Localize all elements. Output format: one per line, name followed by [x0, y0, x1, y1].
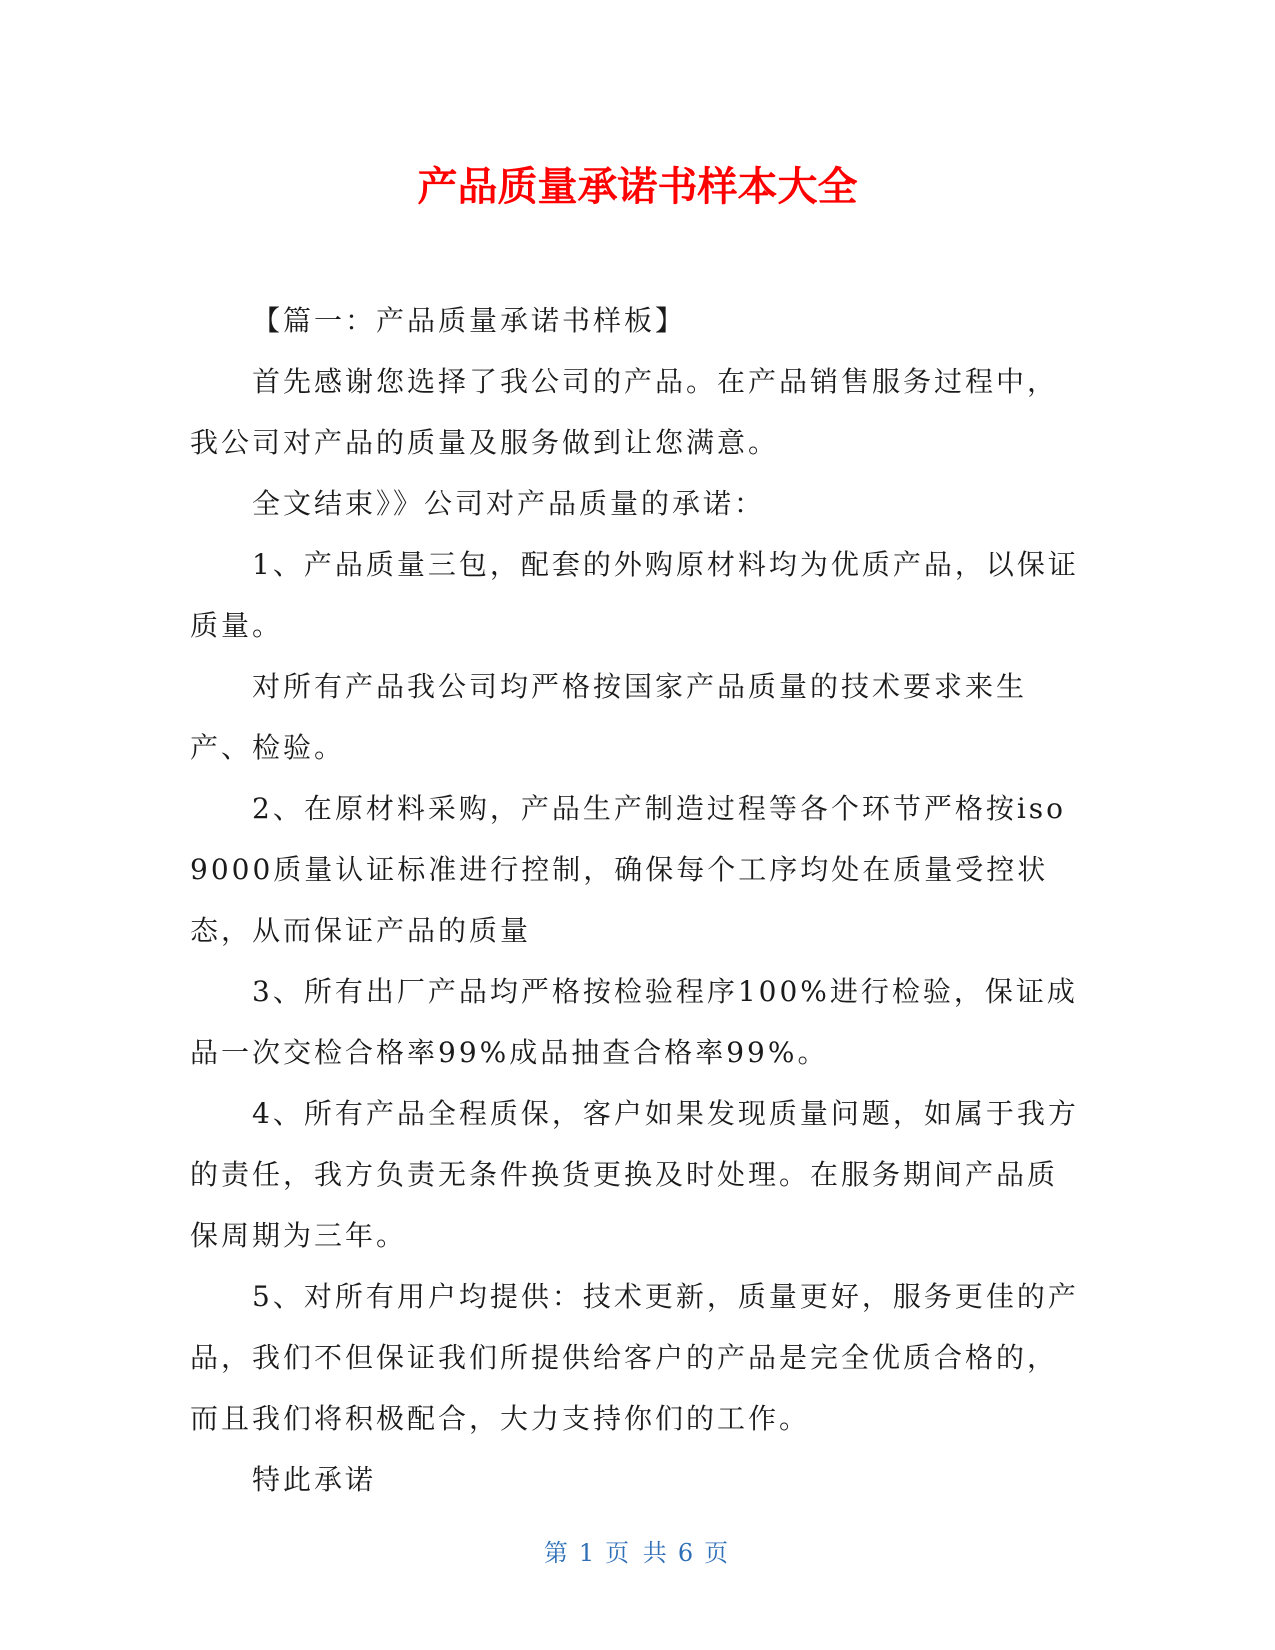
footer-suffix: 页 [704, 1539, 732, 1567]
section-heading: 【篇一：产品质量承诺书样板】 [252, 304, 687, 337]
document-title: 产品质量承诺书样本大全 [417, 164, 858, 210]
paragraph-item-2: 2、在原材料采购，产品生产制造过程等各个环节严格按iso9000质量认证标准进行控制，确保每个工序均处在质量受控状态，从而保证产品的质量 [190, 792, 1066, 947]
footer-middle: 页 共 [605, 1539, 670, 1567]
paragraph-item-4: 4、所有产品全程质保，客户如果发现质量问题，如属于我方的责任，我方负责无条件换货更换及时处理。在服务期间产品质保周期为三年。 [190, 1097, 1079, 1252]
document-body [190, 290, 1080, 1510]
footer-current-page: 1 [578, 1539, 598, 1567]
paragraph-item-1-detail: 对所有产品我公司均严格按国家产品质量的技术要求来生产、检验。 [190, 670, 1028, 764]
paragraph-item-5: 5、对所有用户均提供：技术更新，质量更好，服务更佳的产品，我们不但保证我们所提供给客户的产品是完全优质合格的，而且我们将积极配合，大力支持你们的工作。 [190, 1280, 1079, 1435]
paragraph-item-3: 3、所有出厂产品均严格按检验程序100%进行检验，保证成品一次交检合格率99%成品抽查合格率99%。 [190, 975, 1078, 1069]
footer-total-pages: 6 [677, 1539, 697, 1567]
page-footer [0, 1538, 1275, 1568]
paragraph-closing: 特此承诺 [252, 1463, 377, 1496]
paragraph-intro: 首先感谢您选择了我公司的产品。在产品销售服务过程中，我公司对产品的质量及服务做到让您满意。 [190, 365, 1059, 459]
paragraph-commitment-lead: 全文结束》》公司对产品质量的承诺： [252, 487, 766, 520]
footer-prefix: 第 [543, 1539, 571, 1567]
paragraph-item-1: 1、产品质量三包，配套的外购原材料均为优质产品，以保证质量。 [190, 548, 1079, 642]
